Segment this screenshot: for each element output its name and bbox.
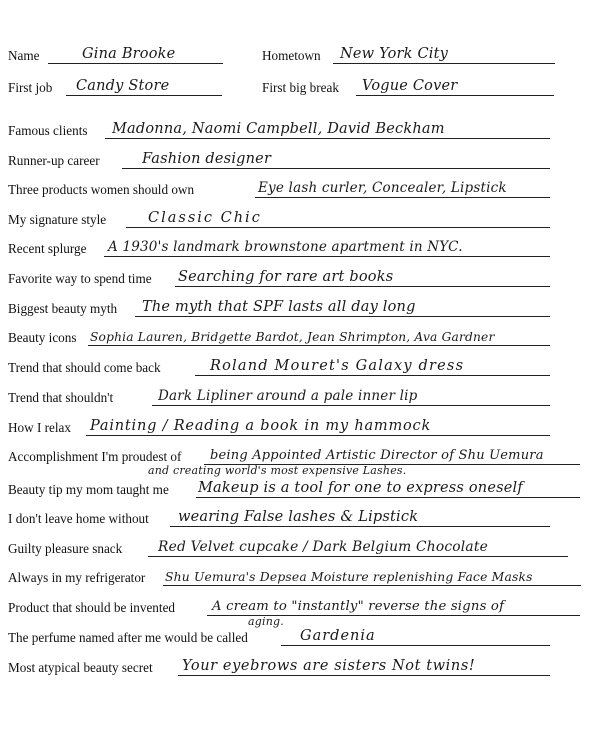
product-invented-answer[interactable]: A cream to "instantly" reverse the signs of	[212, 599, 505, 614]
row-atypical-secret	[0, 652, 589, 680]
row-name-hometown	[0, 40, 589, 68]
hometown-label: Hometown	[262, 48, 321, 63]
product-invented-answer-line2[interactable]: aging.	[248, 615, 284, 628]
first-job-line	[66, 95, 222, 96]
famous-clients-answer[interactable]: Madonna, Naomi Campbell, David Beckham	[112, 121, 445, 137]
row-product-invented	[0, 592, 589, 628]
row-famous-clients	[0, 115, 589, 143]
favorite-way-label: Favorite way to spend time	[8, 271, 152, 286]
refrigerator-label: Always in my refrigerator	[8, 570, 146, 585]
guilty-pleasure-line	[148, 556, 568, 557]
signature-style-label: My signature style	[8, 212, 107, 227]
row-signature-style	[0, 204, 589, 232]
runner-up-label: Runner-up career	[8, 153, 100, 168]
three-products-label: Three products women should own	[8, 182, 195, 197]
recent-splurge-line	[104, 256, 550, 257]
perfume-line	[281, 645, 550, 646]
trend-shouldnt-label: Trend that shouldn't	[8, 390, 114, 405]
guilty-pleasure-label: Guilty pleasure snack	[8, 541, 123, 556]
famous-clients-line	[105, 138, 550, 139]
how-i-relax-label: How I relax	[8, 420, 71, 435]
beauty-icons-answer[interactable]: Sophia Lauren, Bridgette Bardot, Jean Shrimpton, Ava Gardner	[90, 330, 495, 344]
name-label: Name	[8, 48, 40, 63]
guilty-pleasure-answer[interactable]: Red Velvet cupcake / Dark Belgium Chocolate	[158, 539, 488, 555]
first-big-break-answer[interactable]: Vogue Cover	[362, 78, 458, 94]
beauty-icons-label: Beauty icons	[8, 330, 77, 345]
row-beauty-myth	[0, 293, 589, 321]
favorite-way-answer[interactable]: Searching for rare art books	[178, 269, 394, 285]
signature-style-answer[interactable]: Classic Chic	[148, 210, 262, 226]
beauty-icons-line	[88, 345, 550, 346]
trend-shouldnt-answer[interactable]: Dark Lipliner around a pale inner lip	[158, 388, 418, 404]
trend-come-back-line	[195, 375, 550, 376]
beauty-myth-label: Biggest beauty myth	[8, 301, 118, 316]
row-refrigerator	[0, 562, 589, 590]
trend-come-back-answer[interactable]: Roland Mouret's Galaxy dress	[210, 358, 465, 374]
hometown-answer[interactable]: New York City	[340, 46, 449, 62]
row-how-i-relax	[0, 412, 589, 440]
atypical-secret-answer[interactable]: Your eyebrows are sisters Not twins!	[182, 658, 476, 674]
beauty-tip-mom-answer[interactable]: Makeup is a tool for one to express oneself	[198, 480, 523, 496]
row-beauty-icons	[0, 322, 589, 350]
first-big-break-line	[356, 95, 554, 96]
three-products-line	[255, 197, 550, 198]
recent-splurge-answer[interactable]: A 1930's landmark brownstone apartment in NYC.	[108, 239, 463, 255]
recent-splurge-label: Recent splurge	[8, 241, 87, 256]
refrigerator-answer[interactable]: Shu Uemura's Depsea Moisture replenishing Face Masks	[165, 570, 533, 584]
row-perfume	[0, 622, 589, 650]
trend-shouldnt-line	[152, 405, 550, 406]
row-runner-up	[0, 145, 589, 173]
trend-come-back-label: Trend that should come back	[8, 360, 161, 375]
runner-up-line	[122, 168, 550, 169]
accomplishment-label: Accomplishment I'm proudest of	[8, 449, 182, 464]
dont-leave-home-label: I don't leave home without	[8, 511, 149, 526]
row-three-products	[0, 174, 589, 202]
row-first-job-break	[0, 72, 589, 100]
name-answer[interactable]: Gina Brooke	[82, 46, 176, 62]
first-job-label: First job	[8, 80, 53, 95]
favorite-way-line	[175, 286, 550, 287]
refrigerator-line	[163, 585, 581, 586]
signature-style-line	[126, 227, 550, 228]
beauty-myth-answer[interactable]: The myth that SPF lasts all day long	[142, 299, 416, 315]
how-i-relax-answer[interactable]: Painting / Reading a book in my hammock	[90, 418, 432, 434]
three-products-answer[interactable]: Eye lash curler, Concealer, Lipstick	[258, 180, 507, 196]
accomplishment-answer-line2[interactable]: and creating world's most expensive Lashes.	[148, 464, 407, 477]
perfume-label: The perfume named after me would be called	[8, 630, 248, 645]
beauty-myth-line	[135, 316, 550, 317]
first-big-break-label: First big break	[262, 80, 339, 95]
perfume-answer[interactable]: Gardenia	[300, 628, 376, 644]
row-trend-come-back	[0, 352, 589, 380]
row-beauty-tip-mom	[0, 474, 589, 502]
atypical-secret-label: Most atypical beauty secret	[8, 660, 153, 675]
hometown-line	[333, 63, 555, 64]
beauty-tip-mom-label: Beauty tip my mom taught me	[8, 482, 169, 497]
row-trend-shouldnt	[0, 382, 589, 410]
dont-leave-home-answer[interactable]: wearing False lashes & Lipstick	[178, 509, 419, 525]
runner-up-answer[interactable]: Fashion designer	[142, 151, 272, 167]
accomplishment-answer[interactable]: being Appointed Artistic Director of Shu Uemura	[210, 448, 544, 463]
atypical-secret-line	[178, 675, 550, 676]
row-recent-splurge	[0, 233, 589, 261]
row-dont-leave-home	[0, 503, 589, 531]
beauty-tip-mom-line	[196, 497, 580, 498]
name-line	[48, 63, 223, 64]
dont-leave-home-line	[170, 526, 550, 527]
how-i-relax-line	[86, 435, 550, 436]
row-accomplishment	[0, 441, 589, 477]
first-job-answer[interactable]: Candy Store	[76, 78, 170, 94]
row-favorite-way	[0, 263, 589, 291]
row-guilty-pleasure	[0, 533, 589, 561]
product-invented-label: Product that should be invented	[8, 600, 176, 615]
famous-clients-label: Famous clients	[8, 123, 88, 138]
